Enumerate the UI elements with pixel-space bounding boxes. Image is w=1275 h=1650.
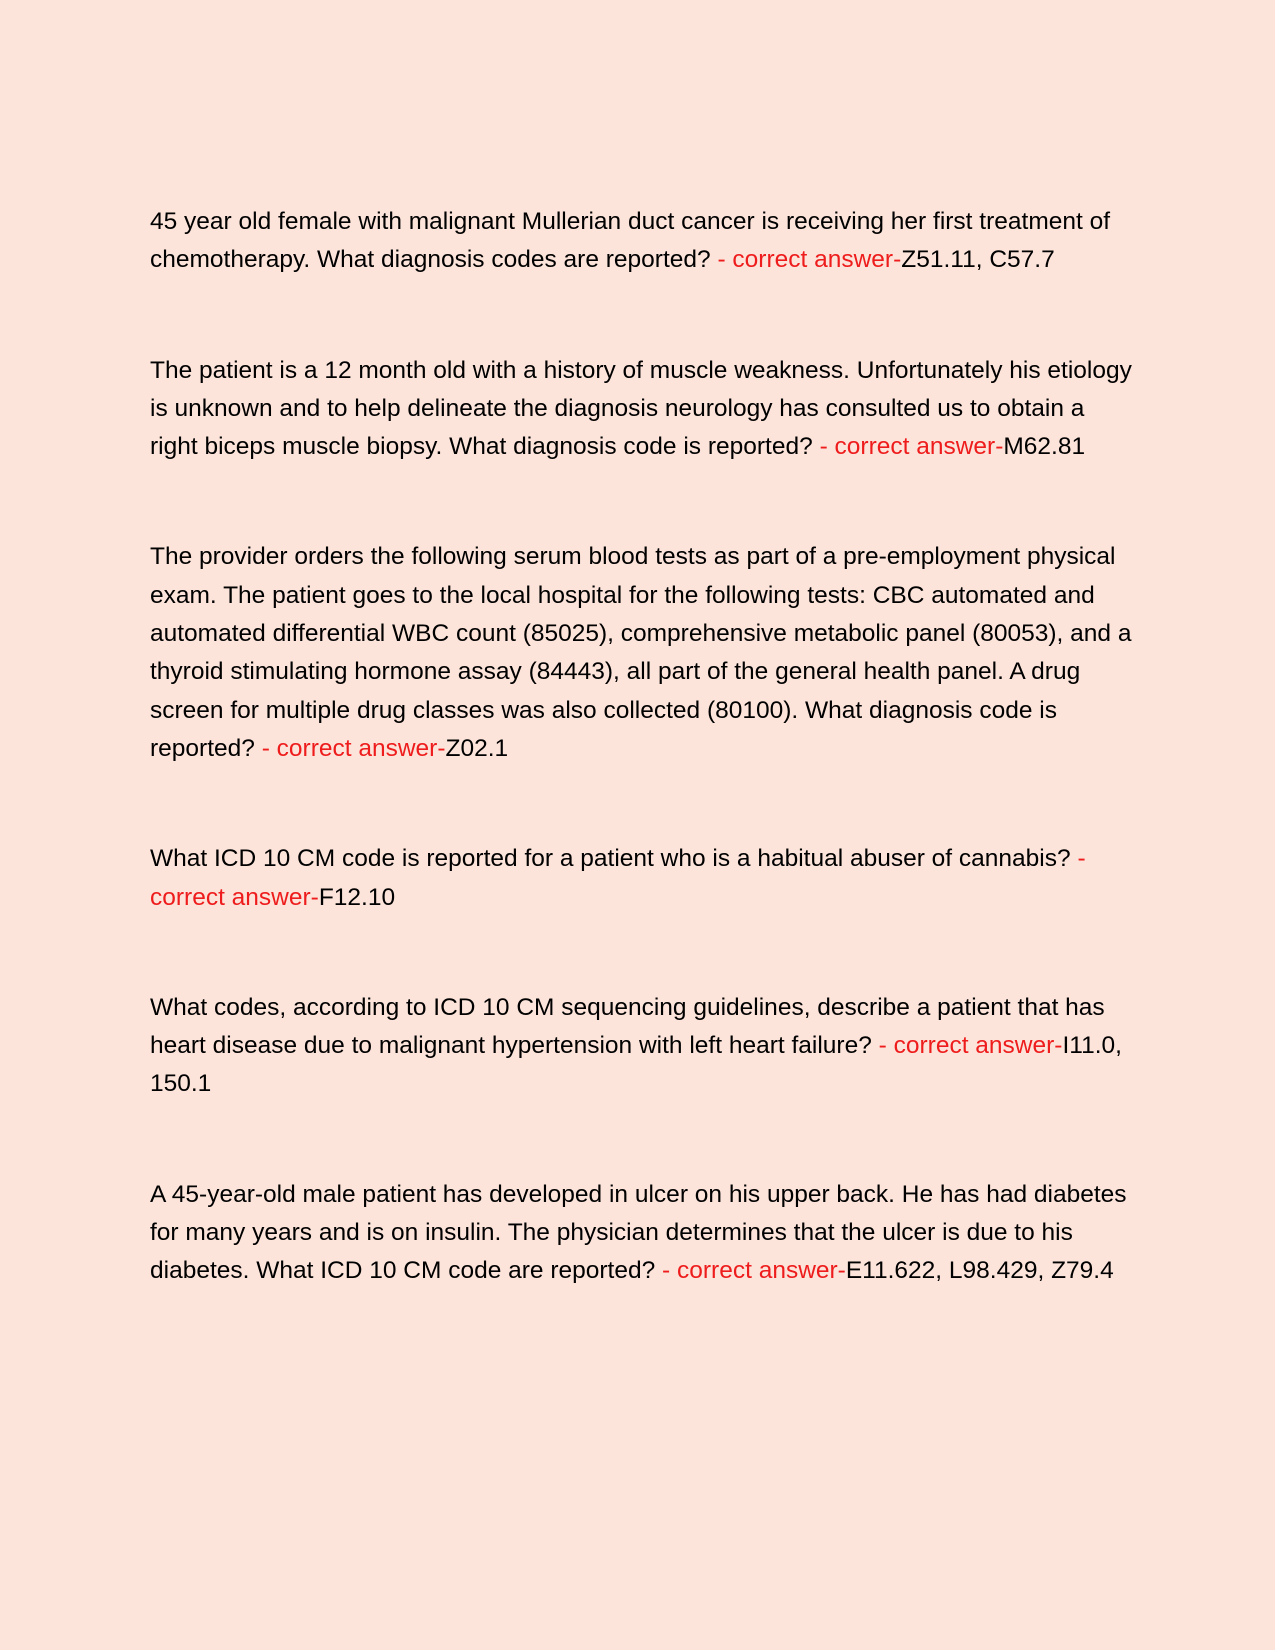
qa-item-5	[150, 989, 1135, 1104]
qa-item-4	[150, 840, 1135, 917]
correct-answer-marker: - correct answer-	[717, 246, 902, 274]
document-page	[150, 203, 1135, 1291]
answer-text: I11.0, 150.1	[150, 1032, 1122, 1098]
qa-item-2	[150, 352, 1135, 467]
question-text: What codes, according to ICD 10 CM sequencing guidelines, describe a patient that has heart disease due to malignant hypertension with left heart failure?	[150, 993, 1105, 1060]
qa-item-1	[150, 203, 1135, 280]
correct-answer-marker: - correct answer-	[819, 433, 1004, 461]
answer-text: F12.10	[318, 883, 396, 911]
answer-text: M62.81	[1003, 433, 1086, 461]
qa-item-6	[150, 1176, 1135, 1291]
answer-text: Z02.1	[445, 734, 509, 762]
question-text: The patient is a 12 month old with a history of muscle weakness. Unfortunately his etiology is unknown and to help delineate the diagnosis neurology has consulted us to obtain a right biceps muscle biopsy. What diagnosis code is reported?	[150, 356, 1132, 461]
question-text: The provider orders the following serum blood tests as part of a pre-employment physical exam. The patient goes to the local hospital for the following tests: CBC automated and automated differential WBC count (85025), comprehensive metabolic panel (80053), and a thyroid stimulating hormone assay (84443), all part of the general health panel. A drug screen for multiple drug classes was also collected (80100). What diagnosis code is reported?	[150, 543, 1132, 762]
question-text: A 45-year-old male patient has developed in ulcer on his upper back. He has had diabetes for many years and is on insulin. The physician determines that the ulcer is due to his diabetes. What ICD 10 CM code are reported?	[150, 1180, 1127, 1285]
correct-answer-marker: - correct answer-	[662, 1257, 846, 1285]
answer-text: Z51.11, C57.7	[901, 246, 1055, 274]
correct-answer-marker: - correct answer-	[261, 734, 446, 762]
qa-item-3	[150, 538, 1135, 768]
question-text: What ICD 10 CM code is reported for a patient who is a habitual abuser of cannabis?	[150, 845, 1071, 873]
correct-answer-marker: - correct answer-	[150, 845, 1086, 911]
question-text: 45 year old female with malignant Mullerian duct cancer is receiving her first treatment of chemotherapy. What diagnosis codes are reported?	[150, 208, 1111, 274]
answer-text: E11.622, L98.429, Z79.4	[845, 1257, 1114, 1285]
correct-answer-marker: - correct answer-	[878, 1032, 1063, 1060]
